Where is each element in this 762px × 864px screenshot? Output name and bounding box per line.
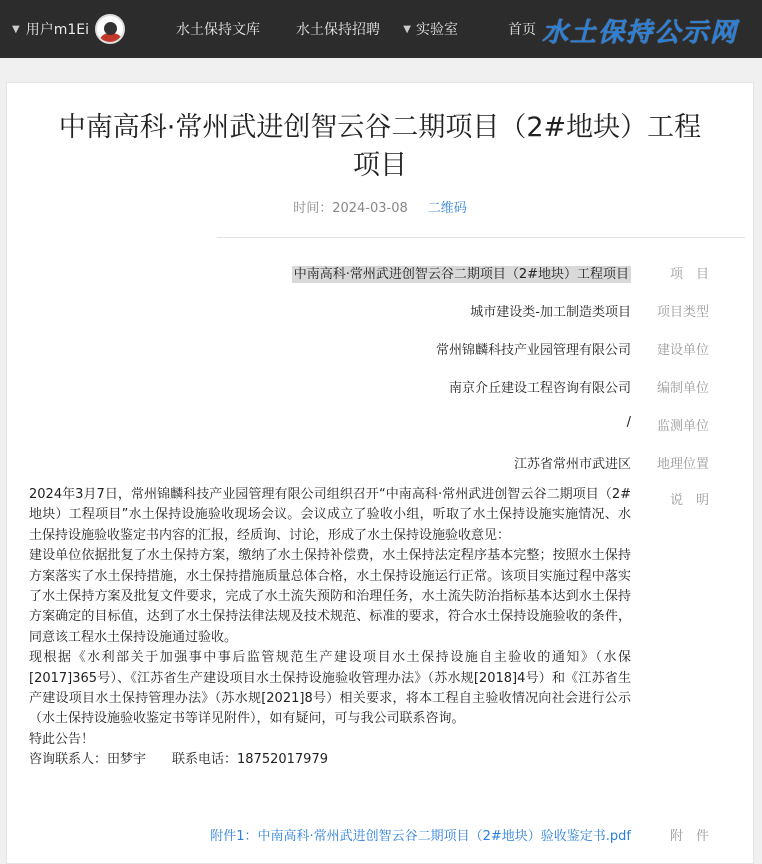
avatar[interactable] (95, 14, 125, 44)
nav-lab-label: 实验室 (416, 22, 458, 38)
nav-home[interactable]: 首页 (508, 22, 536, 38)
field-label: 监测单位 (656, 419, 709, 434)
description-paragraph: 建设单位依据批复了水土保持方案，缴纳了水土保持补偿费，水土保持法定程序基本完整；按照水土保持方案落实了水土保持措施，水土保持措施质量总体合格，水土保持设施运行正常。该项目实施过程中落实了水土保持方案及批复文件要求，完成了水土流失预防和治理任务，水土流失防治指标基本达到水土保持方案确定的目标值，达到了水土保持法律法规及技术规范、标准的要求，符合水土保持设施验收的条件，同意该工程水土保持设施通过验收。 (29, 548, 631, 645)
field-value: 南京介丘建设工程咨询有限公司 (448, 381, 631, 396)
field-label: 建设单位 (656, 343, 709, 358)
description-paragraph: 特此公告！ (29, 731, 95, 747)
nav-recruit-wrap (284, 0, 392, 58)
user-menu-wrap (12, 0, 125, 58)
attachment-label: 附 件 (669, 829, 709, 844)
user-menu[interactable] (12, 14, 125, 44)
description-paragraph: 现根据《水利部关于加强事中事后监管规范生产建设项目水土保持设施自主验收的通知》（水保[2017]365号）、《江苏省生产建设项目水土保持设施验收管理办法》（苏水规[2018]4号）和《江苏省生产建设项目水土保持管理办法》（苏水规[2021]8号）相关要求，将本工程自主验收情况向社会进行公示（水土保持设施验收鉴定书等详见附件），如有疑问，可与我公司联系咨询。 (29, 650, 631, 727)
field-label: 地理位置 (656, 457, 709, 472)
main-nav (496, 0, 548, 58)
nav-library[interactable]: 水土保持文库 (176, 22, 260, 38)
description-text (29, 485, 631, 771)
field-label: 编制单位 (656, 381, 709, 396)
field-label: 项 目 (669, 267, 709, 282)
field-value: / (626, 415, 631, 430)
top-navbar (0, 0, 762, 58)
nav-lab-wrap (391, 0, 470, 58)
publish-time: 2024-03-08 (332, 201, 408, 216)
nav-recruit[interactable]: 水土保持招聘 (296, 22, 380, 38)
qrcode-link[interactable]: 二维码 (427, 201, 467, 216)
article-meta (7, 197, 753, 216)
caret-down-icon: ▼ (403, 23, 411, 35)
description-paragraph: 咨询联系人：田梦宇 联系电话：18752017979 (29, 752, 328, 768)
page-title: 中南高科·常州武进创智云谷二期项目（2#地块）工程项目 (58, 112, 702, 181)
nav-library-wrap (164, 0, 272, 58)
field-value (292, 263, 631, 282)
project-name: 中南高科·常州武进创智云谷二期项目（2#地块）工程项目 (293, 267, 629, 282)
caret-down-icon: ▼ (12, 23, 20, 35)
attachment-link[interactable]: 附件1：中南高科·常州武进创智云谷二期项目（2#地块）验收鉴定书.pdf (210, 829, 631, 844)
user-name: 用户m1Ei (25, 22, 89, 38)
description-label: 说 明 (669, 493, 709, 508)
nav-lab[interactable] (403, 19, 458, 39)
site-logo[interactable]: 水土保持公示网 (541, 18, 738, 48)
time-label: 时间： (293, 201, 333, 216)
field-label: 项目类型 (656, 305, 709, 320)
field-value: 江苏省常州市武进区 (513, 457, 631, 472)
article-card (6, 82, 754, 864)
description-paragraph: 2024年3月7日，常州锦麟科技产业园管理有限公司组织召开“中南高科·常州武进创智云谷二期项目（2#地块）工程项目”水土保持设施验收现场会议。会议成立了验收小组，听取了水土保持设施实施情况、水土保持设施验收鉴定书内容的汇报，经质询、讨论，形成了水土保持设施验收意见： (29, 487, 631, 543)
divider (217, 237, 745, 238)
field-value: 常州锦麟科技产业园管理有限公司 (435, 343, 631, 358)
field-value: 城市建设类-加工制造类项目 (470, 305, 631, 320)
